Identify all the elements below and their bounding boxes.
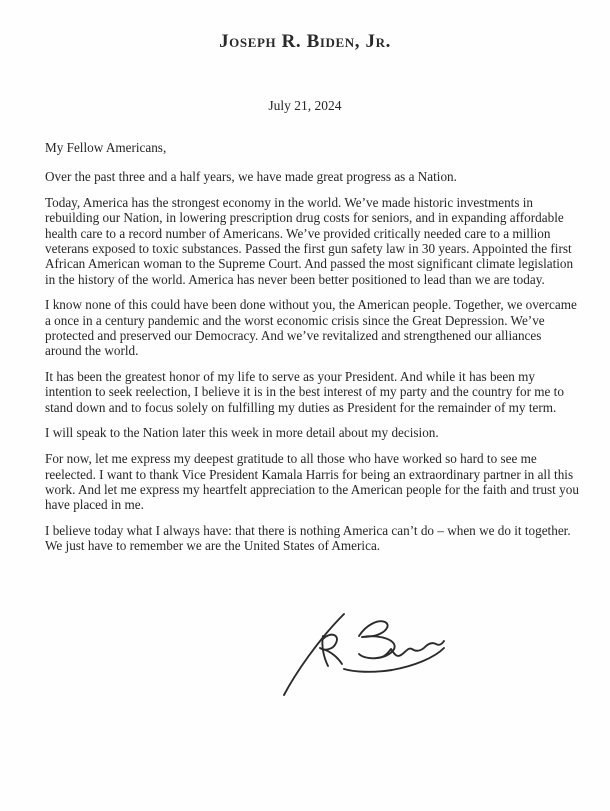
letter-paragraph: It has been the greatest honor of my life to serve as your President. And while it has been my intention to seek reelection, I believe it is in the best interest of my party and the country for me to stand down and to focus solely on fulfilling my duties as President for the remainder of my term. — [45, 369, 564, 415]
letter-paragraph: For now, let me express my deepest gratitude to all those who have worked so hard to see me reelected. I want to thank Vice President Kamala Harris for being an extraordinary partner in all this work. And let me express my heartfelt appreciation to the American people for the faith and trust you have placed in me. — [45, 451, 579, 513]
handwritten-signature-icon — [238, 608, 508, 703]
salutation: My Fellow Americans, — [45, 140, 167, 155]
letter-paragraph: I will speak to the Nation later this week in more detail about my decision. — [45, 425, 439, 441]
letter-paragraph: I know none of this could have been done without you, the American people. Together, we overcame a once in a century pandemic and the worst economic crisis since the Great Depression. We’ve protected and preserved our Democracy. And we’ve revitalized and strengthened our alliances around the world. — [45, 297, 577, 359]
letter-paragraph: Over the past three and a half years, we have made great progress as a Nation. — [45, 169, 457, 185]
letter-date: July 21, 2024 — [268, 98, 342, 113]
letter-paragraph: Today, America has the strongest economy in the world. We’ve made historic investments in rebuilding our Nation, in lowering prescription drug costs for seniors, and in expanding affordable health care to a record number of Americans. We’ve provided critically needed care to a million veterans exposed to toxic substances. Passed the first gun safety law in 30 years. Appointed the first African American woman to the Supreme Court. And passed the most significant climate legislation in the history of the world. America has never been better positioned to lead than we are today. — [45, 195, 574, 287]
letter-paragraph: I believe today what I always have: that there is nothing America can’t do – when we do it together. We just have to remember we are the United States of America. — [45, 522, 571, 554]
letter-body — [45, 140, 579, 564]
letterhead-name: Joseph R. Biden, Jr. — [219, 31, 391, 52]
biden-signature — [238, 608, 508, 703]
